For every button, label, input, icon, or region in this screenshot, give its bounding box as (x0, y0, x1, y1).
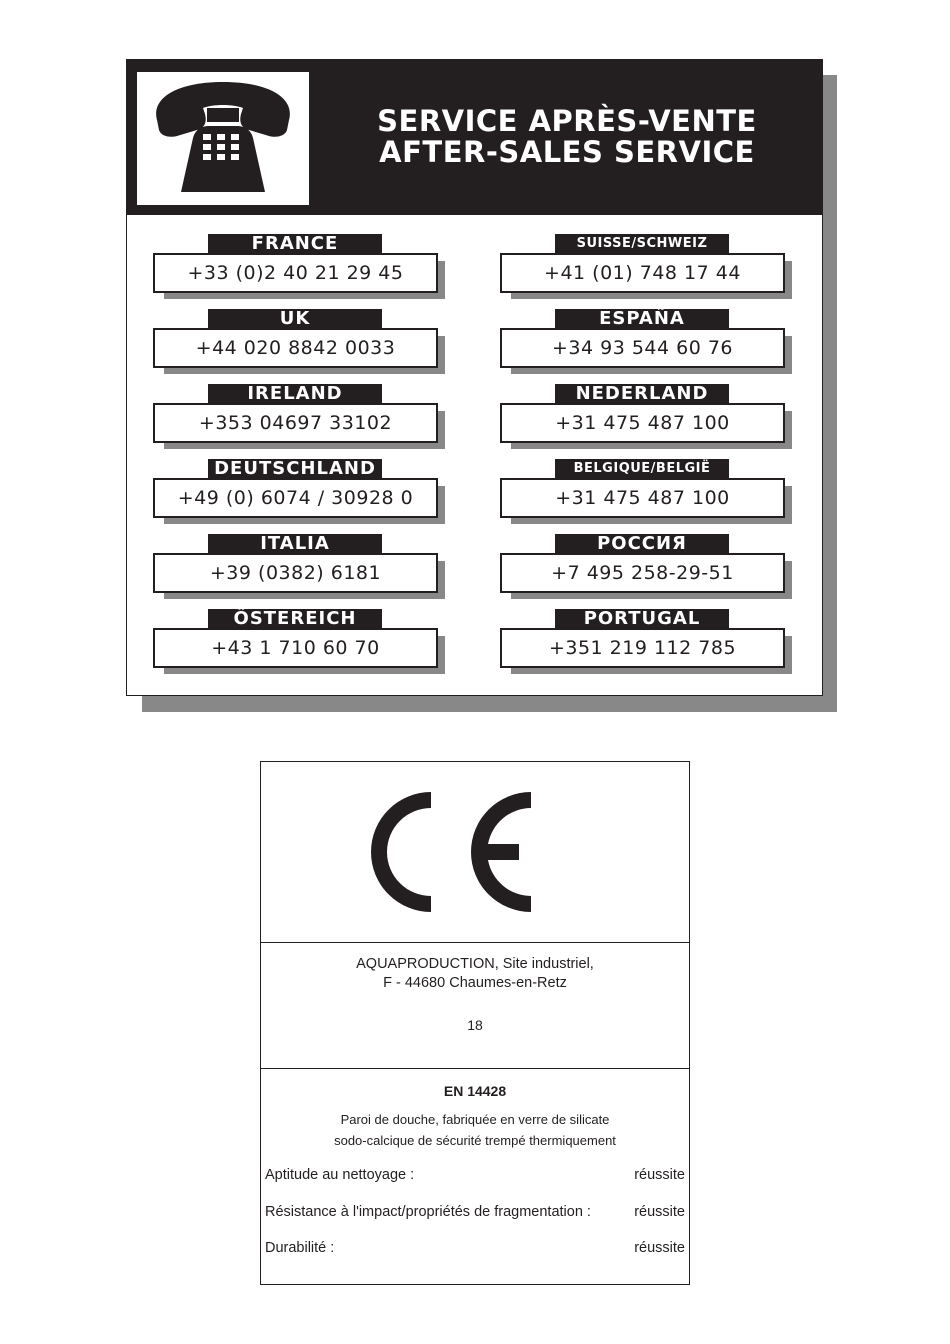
phone-number: +39 (0382) 6181 (153, 553, 438, 593)
phone-number: +33 (0)2 40 21 29 45 (153, 253, 438, 293)
country-label: BELGIQUE/BELGIË (555, 459, 729, 478)
product-description-line1: Paroi de douche, fabriquée en verre de silicate (340, 1112, 610, 1127)
country-label: DEUTSCHLAND (208, 459, 382, 478)
manufacturer-address-line2: F - 44680 Chaumes-en-Retz (383, 975, 567, 991)
service-header (127, 60, 822, 215)
result-property: Aptitude au nettoyage : (265, 1167, 415, 1183)
ce-declaration-box (260, 761, 690, 1285)
result-property: Durabilité : (265, 1240, 335, 1256)
ce-mark-section (261, 762, 689, 943)
result-row-cleaning (265, 1167, 685, 1187)
phone-number: +44 020 8842 0033 (153, 328, 438, 368)
phone-number: +41 (01) 748 17 44 (500, 253, 785, 293)
phone-number: +31 475 487 100 (500, 403, 785, 443)
phone-number: +34 93 544 60 76 (500, 328, 785, 368)
telephone-icon (137, 72, 309, 205)
manufacturer-section (261, 943, 689, 1069)
phone-number: +7 495 258-29-51 (500, 553, 785, 593)
result-row-durability (265, 1240, 685, 1260)
service-title-fr: SERVICE APRÈS-VENTE (377, 104, 757, 138)
country-label: ESPAÑA (555, 309, 729, 328)
after-sales-service-panel (126, 59, 823, 696)
standard-number: EN 14428 (443, 1083, 507, 1099)
country-label: FRANCE (208, 234, 382, 253)
service-title (342, 106, 792, 168)
country-label: IRELAND (208, 384, 382, 403)
country-label: UK (208, 309, 382, 328)
service-title-en: AFTER-SALES SERVICE (379, 135, 755, 169)
standard-section (261, 1069, 689, 1284)
phone-number: +351 219 112 785 (500, 628, 785, 668)
country-label: РОССИЯ (555, 534, 729, 553)
phone-number: +43 1 710 60 70 (153, 628, 438, 668)
country-label: PORTUGAL (555, 609, 729, 628)
result-row-impact (265, 1204, 685, 1224)
country-label: ÖSTEREICH (208, 609, 382, 628)
manufacturer-address-line1: AQUAPRODUCTION, Site industriel, (356, 956, 594, 972)
phone-number: +31 475 487 100 (500, 478, 785, 518)
result-property: Résistance à l'impact/propriétés de fragmentation : (265, 1204, 591, 1220)
result-value: réussite (634, 1167, 685, 1183)
country-label: SUISSE/SCHWEIZ (555, 234, 729, 253)
phone-number: +353 04697 33102 (153, 403, 438, 443)
ce-mark-icon (359, 790, 535, 914)
phone-number: +49 (0) 6074 / 30928 0 (153, 478, 438, 518)
telephone-icon-box (137, 72, 309, 205)
ce-year: 18 (467, 1017, 483, 1033)
country-label: ITALIA (208, 534, 382, 553)
result-value: réussite (634, 1240, 685, 1256)
product-description-line2: sodo-calcique de sécurité trempé thermiquement (334, 1133, 616, 1148)
result-value: réussite (634, 1204, 685, 1220)
country-label: NEDERLAND (555, 384, 729, 403)
